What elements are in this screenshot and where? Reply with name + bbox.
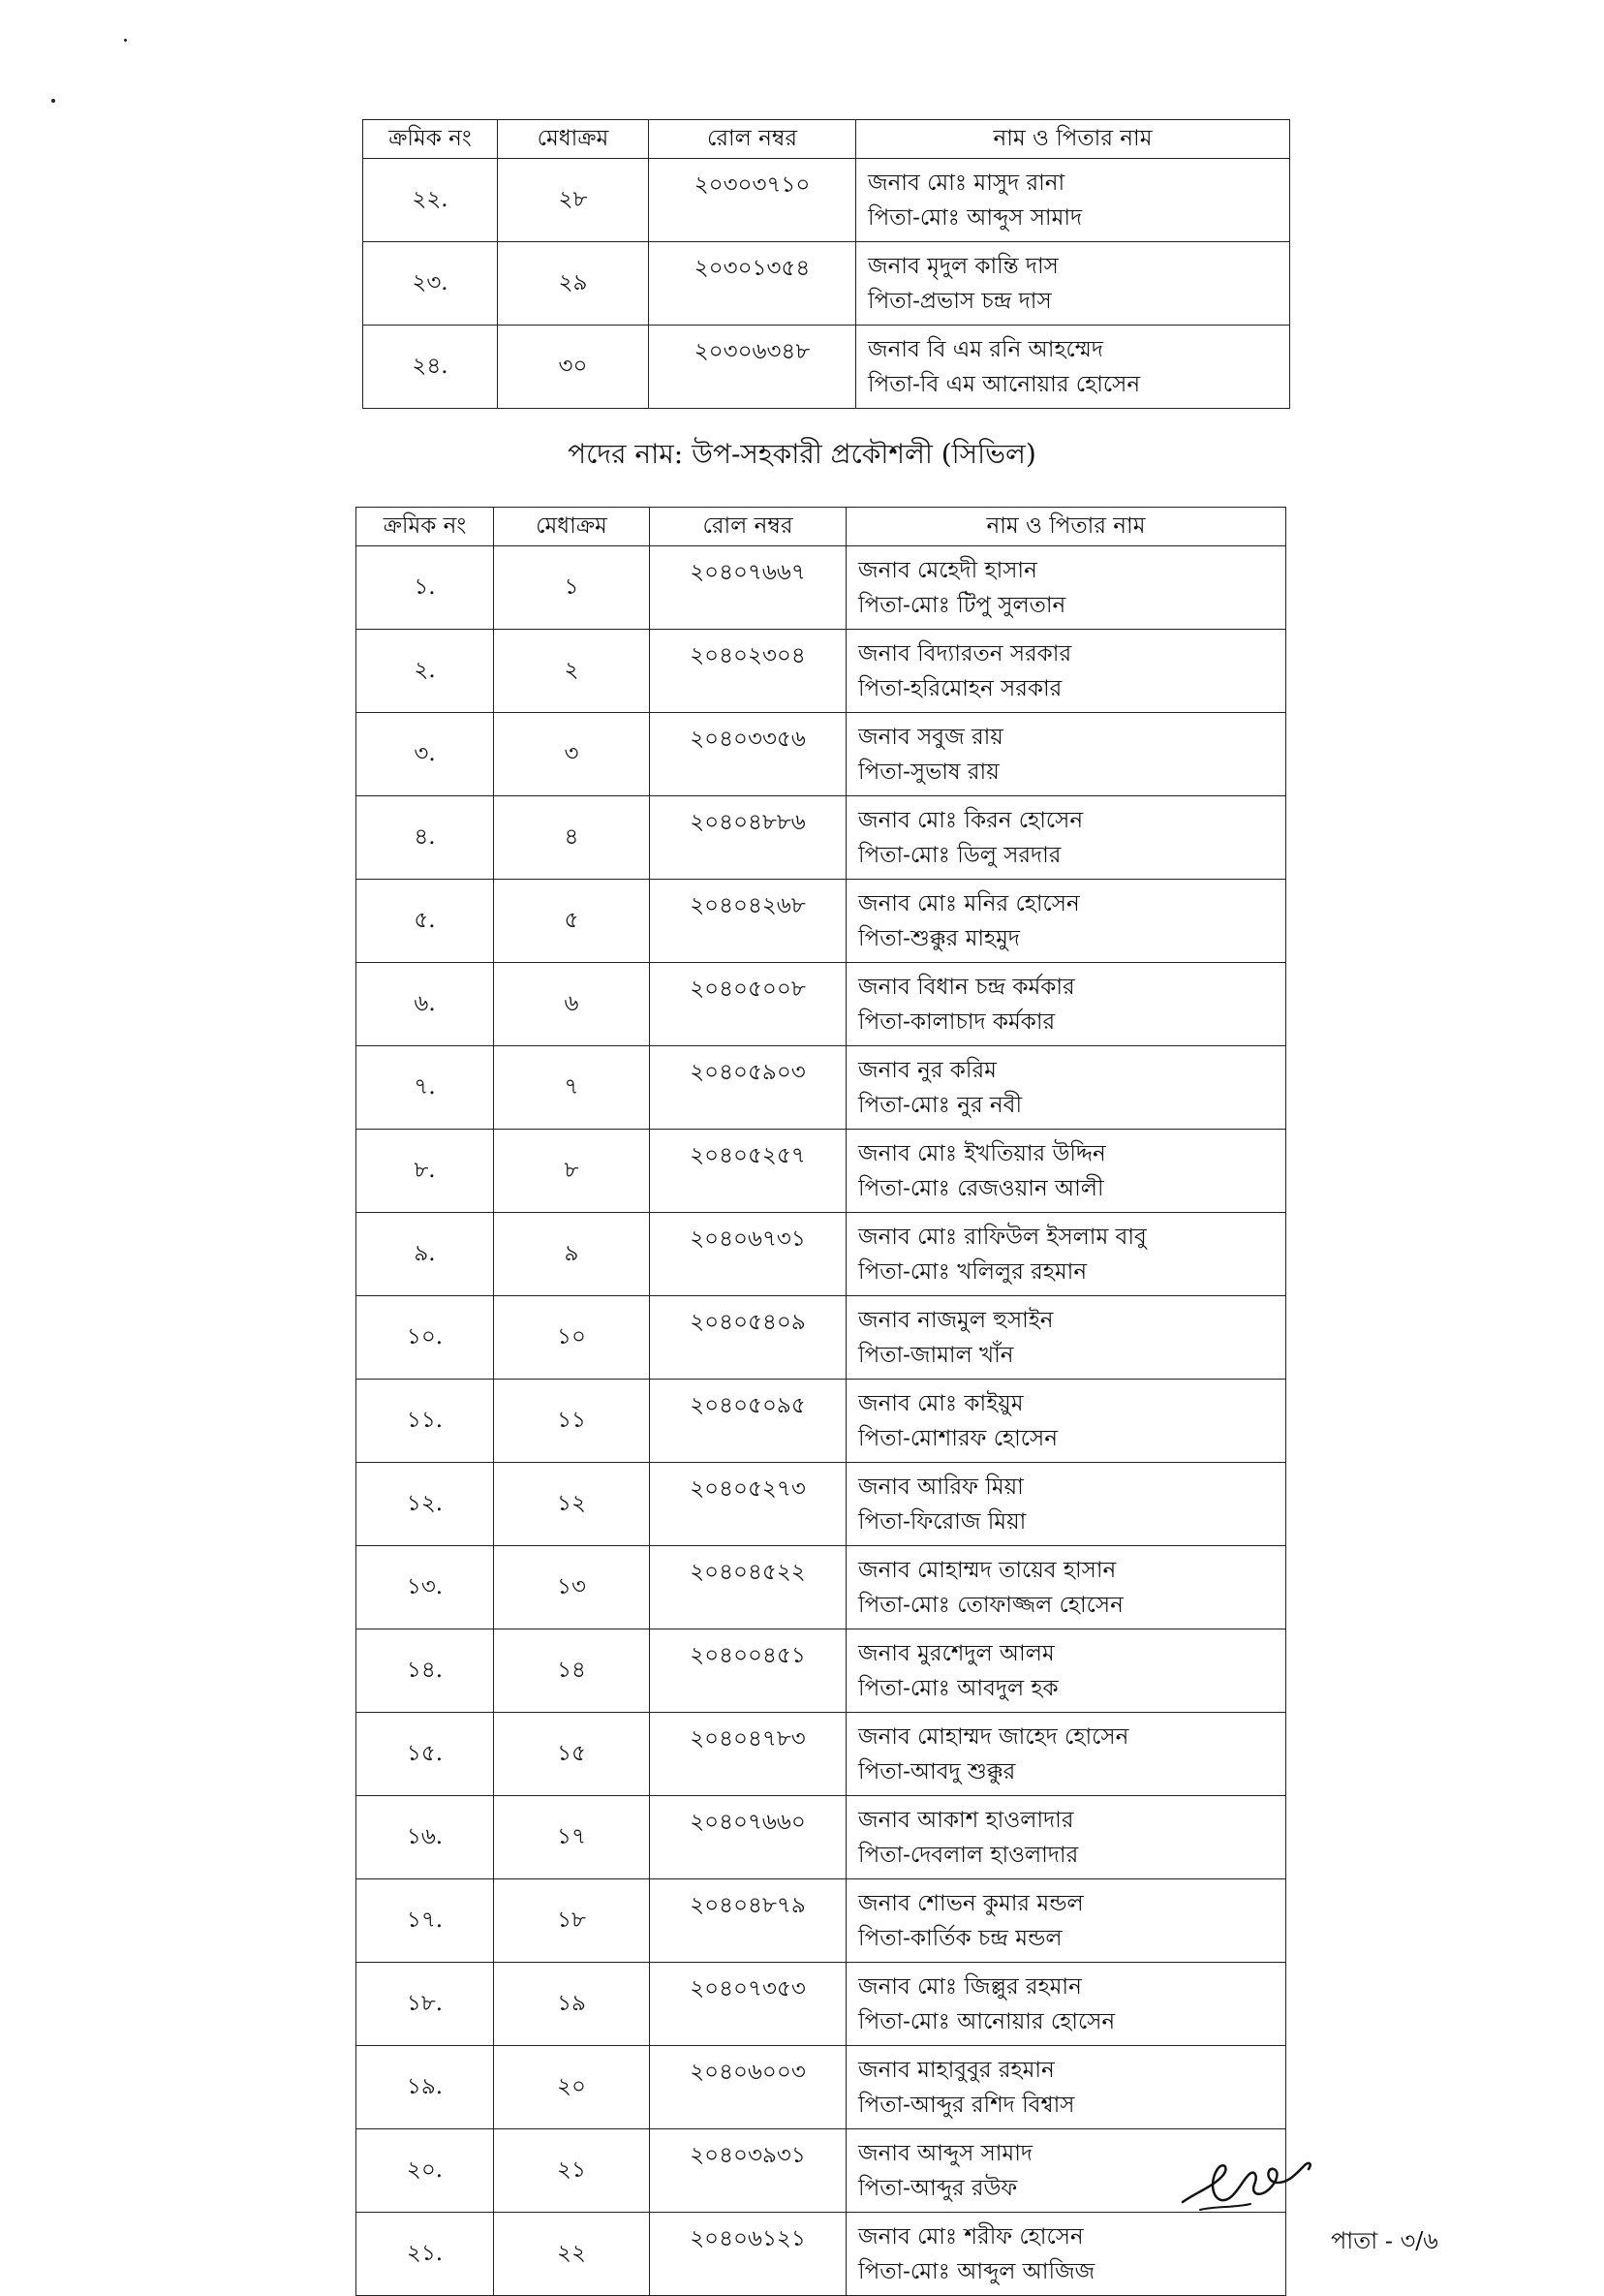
table-row (363, 159, 1290, 242)
table-row (356, 1713, 1286, 1796)
name-cell (856, 159, 1290, 242)
serial-cell: ১. (356, 546, 494, 630)
name-cell (847, 713, 1286, 796)
table-row (356, 1629, 1286, 1713)
name-cell (856, 326, 1290, 409)
father-name: পিতা-মোঃ নুর নবী (858, 1092, 1023, 1118)
merit-cell: ১৫ (494, 1713, 650, 1796)
merit-cell: ৬ (494, 963, 650, 1046)
father-name: পিতা-আবদু শুক্কুর (858, 1758, 1016, 1784)
candidate-name: জনাব বিধান চন্দ্র কর্মকার (858, 974, 1075, 1000)
candidate-name: জনাব আরিফ মিয়া (858, 1474, 1024, 1500)
serial-cell: ২২. (363, 159, 498, 242)
candidate-name: জনাব বিদ্যারতন সরকার (858, 640, 1072, 667)
table-row (356, 630, 1286, 713)
serial-cell: ১৭. (356, 1879, 494, 1963)
roll-number-cell: ২০৪০৫০০৮ (650, 963, 847, 1046)
table-row (363, 326, 1290, 409)
father-name: পিতা-মোঃ খলিলুর রহমান (858, 1258, 1088, 1285)
table-row (356, 2046, 1286, 2129)
name-cell (847, 1130, 1286, 1213)
roll-number-cell: ২০৪০৭৬৬০ (650, 1796, 847, 1879)
merit-cell: ৩ (494, 713, 650, 796)
merit-cell: ২১ (494, 2129, 650, 2213)
name-cell (847, 1713, 1286, 1796)
name-cell (847, 1879, 1286, 1963)
page-number: পাতা - ৩/৬ (1331, 2227, 1438, 2254)
serial-cell: ৬. (356, 963, 494, 1046)
name-cell (856, 242, 1290, 326)
table-row (356, 2129, 1286, 2213)
candidate-name: জনাব মেহেদী হাসান (858, 557, 1037, 583)
serial-cell: ৪. (356, 796, 494, 880)
merit-cell: ৫ (494, 880, 650, 963)
merit-cell: ৭ (494, 1046, 650, 1130)
table-continued (362, 119, 1290, 409)
name-cell (847, 630, 1286, 713)
name-cell (847, 1213, 1286, 1296)
name-cell (847, 963, 1286, 1046)
serial-cell: ৭. (356, 1046, 494, 1130)
merit-cell: ২০ (494, 2046, 650, 2129)
merit-cell: ১২ (494, 1463, 650, 1546)
merit-cell: ৮ (494, 1130, 650, 1213)
father-name: পিতা-আব্দুর রউফ (858, 2175, 1018, 2201)
serial-cell: ১৯. (356, 2046, 494, 2129)
merit-cell: ১৩ (494, 1546, 650, 1629)
candidate-name: জনাব মোঃ মাসুদ রানা (868, 170, 1065, 196)
roll-number-cell: ২০৪০৫৯০৩ (650, 1046, 847, 1130)
candidate-name: জনাব আব্দুস সামাদ (858, 2140, 1033, 2166)
roll-number-cell: ২০৩০১৩৫৪ (649, 242, 856, 326)
merit-cell: ২৮ (498, 159, 649, 242)
table-row (356, 1546, 1286, 1629)
father-name: পিতা-মোঃ টিপু সুলতান (858, 592, 1066, 618)
scan-speck (124, 39, 127, 42)
roll-number-cell: ২০৪০৪৮৮৬ (650, 796, 847, 880)
column-header-roll: রোল নম্বর (650, 508, 847, 546)
serial-cell: ৮. (356, 1130, 494, 1213)
roll-number-cell: ২০৪০৫৪০৯ (650, 1296, 847, 1380)
merit-cell: ১৪ (494, 1629, 650, 1713)
father-name: পিতা-মোঃ ডিলু সরদার (858, 842, 1062, 868)
name-cell (847, 1796, 1286, 1879)
table-row (356, 546, 1286, 630)
father-name: পিতা-প্রভাস চন্দ্র দাস (868, 288, 1052, 314)
table-row (356, 1296, 1286, 1380)
table-row (356, 1046, 1286, 1130)
table-header-row (363, 120, 1290, 159)
table-row (356, 1963, 1286, 2046)
column-header-serial: ক্রমিক নং (356, 508, 494, 546)
serial-cell: ১৩. (356, 1546, 494, 1629)
serial-cell: ২১. (356, 2213, 494, 2296)
roll-number-cell: ২০৪০০৪৫১ (650, 1629, 847, 1713)
merit-cell: ৪ (494, 796, 650, 880)
merit-cell: ২২ (494, 2213, 650, 2296)
roll-number-cell: ২০৪০৪৫২২ (650, 1546, 847, 1629)
father-name: পিতা-সুভাষ রায় (858, 759, 1000, 785)
name-cell (847, 546, 1286, 630)
father-name: পিতা-মোঃ আব্দুস সামাদ (868, 204, 1083, 231)
father-name: পিতা-মোশারফ হোসেন (858, 1425, 1058, 1451)
candidate-name: জনাব শোভন কুমার মন্ডল (858, 1890, 1084, 1916)
father-name: পিতা-হরিমোহন সরকার (858, 675, 1063, 701)
serial-cell: ২৪. (363, 326, 498, 409)
table-row (356, 796, 1286, 880)
table-row (363, 242, 1290, 326)
father-name: পিতা-মোঃ আনোয়ার হোসেন (858, 2008, 1116, 2034)
merit-cell: ১৯ (494, 1963, 650, 2046)
table-row (356, 880, 1286, 963)
merit-cell: ১৮ (494, 1879, 650, 1963)
table-body (363, 159, 1290, 409)
father-name: পিতা-মোঃ রেজওয়ান আলী (858, 1175, 1104, 1201)
merit-cell: ১০ (494, 1296, 650, 1380)
father-name: পিতা-বি এম আনোয়ার হোসেন (868, 371, 1141, 397)
column-header-roll: রোল নম্বর (649, 120, 856, 159)
candidate-name: জনাব নাজমুল হুসাইন (858, 1307, 1054, 1333)
name-cell (847, 880, 1286, 963)
serial-cell: ১২. (356, 1463, 494, 1546)
name-cell (847, 1380, 1286, 1463)
candidate-name: জনাব মৃদুল কান্তি দাস (868, 253, 1059, 279)
roll-number-cell: ২০৪০৩৩৫৬ (650, 713, 847, 796)
serial-cell: ৫. (356, 880, 494, 963)
merit-cell: ৩০ (498, 326, 649, 409)
candidate-name: জনাব মোঃ কিরন হোসেন (858, 807, 1084, 833)
father-name: পিতা-আব্দুর রশিদ বিশ্বাস (858, 2092, 1075, 2118)
table-header-row (356, 508, 1286, 546)
merit-cell: ১৭ (494, 1796, 650, 1879)
roll-number-cell: ২০৪০৭৬৬৭ (650, 546, 847, 630)
roll-number-cell: ২০৪০৬৭৩১ (650, 1213, 847, 1296)
candidate-name: জনাব আকাশ হাওলাদার (858, 1807, 1074, 1833)
name-cell (847, 1546, 1286, 1629)
roll-number-cell: ২০৪০৫০৯৫ (650, 1380, 847, 1463)
roll-number-cell: ২০৪০৫২৫৭ (650, 1130, 847, 1213)
candidate-name: জনাব মোঃ কাইয়ুম (858, 1390, 1024, 1416)
candidate-name: জনাব মোঃ মনির হোসেন (858, 890, 1080, 916)
candidate-name: জনাব মোহাম্মদ জাহেদ হোসেন (858, 1723, 1129, 1750)
table-row (356, 1879, 1286, 1963)
serial-cell: ২. (356, 630, 494, 713)
serial-cell: ১৮. (356, 1963, 494, 2046)
table-row (356, 1213, 1286, 1296)
column-header-merit: মেধাক্রম (498, 120, 649, 159)
name-cell (847, 2046, 1286, 2129)
roll-number-cell: ২০৪০৬১২১ (650, 2213, 847, 2296)
roll-number-cell: ২০৪০২৩০৪ (650, 630, 847, 713)
serial-cell: ২০. (356, 2129, 494, 2213)
serial-cell: ১১. (356, 1380, 494, 1463)
candidate-name: জনাব মোহাম্মদ তায়েব হাসান (858, 1557, 1117, 1583)
roll-number-cell: ২০৪০৫২৭৩ (650, 1463, 847, 1546)
roll-number-cell: ২০৪০৭৩৫৩ (650, 1963, 847, 2046)
merit-cell: ২৯ (498, 242, 649, 326)
table-row (356, 1796, 1286, 1879)
table-row (356, 1463, 1286, 1546)
table-row (356, 1130, 1286, 1213)
serial-cell: ২৩. (363, 242, 498, 326)
candidate-name: জনাব মুরশেদুল আলম (858, 1640, 1055, 1666)
candidate-name: জনাব সবুজ রায় (858, 724, 1003, 750)
serial-cell: ৯. (356, 1213, 494, 1296)
table-body (356, 546, 1286, 2296)
father-name: পিতা-মোঃ তোফাজ্জল হোসেন (858, 1592, 1124, 1618)
column-header-merit: মেধাক্রম (494, 508, 650, 546)
candidate-name: জনাব মোঃ রাফিউল ইসলাম বাবু (858, 1224, 1147, 1250)
father-name: পিতা-ফিরোজ মিয়া (858, 1508, 1027, 1535)
name-cell (847, 796, 1286, 880)
candidate-name: জনাব নুর করিম (858, 1057, 997, 1083)
father-name: পিতা-কালাচাদ কর্মকার (858, 1008, 1056, 1035)
roll-number-cell: ২০৪০৪২৬৮ (650, 880, 847, 963)
post-name-heading: পদের নাম: উপ-সহকারী প্রকৌশলী (সিভিল) (568, 438, 1036, 470)
roll-number-cell: ২০৪০৪৭৮৩ (650, 1713, 847, 1796)
serial-cell: ১৫. (356, 1713, 494, 1796)
merit-cell: ১১ (494, 1380, 650, 1463)
merit-cell: ১ (494, 546, 650, 630)
roll-number-cell: ২০৪০৩৯৩১ (650, 2129, 847, 2213)
candidate-name: জনাব মাহাবুবুর রহমান (858, 2057, 1055, 2083)
table-row (356, 713, 1286, 796)
column-header-serial: ক্রমিক নং (363, 120, 498, 159)
serial-cell: ১৬. (356, 1796, 494, 1879)
serial-cell: ৩. (356, 713, 494, 796)
roll-number-cell: ২০৪০৪৮৭৯ (650, 1879, 847, 1963)
name-cell (847, 1963, 1286, 2046)
serial-cell: ১৪. (356, 1629, 494, 1713)
signature (1177, 2154, 1322, 2221)
roll-number-cell: ২০৩০৩৭১০ (649, 159, 856, 242)
father-name: পিতা-শুক্কুর মাহমুদ (858, 925, 1020, 951)
table-civil (355, 507, 1286, 2296)
table-row (356, 963, 1286, 1046)
father-name: পিতা-দেবলাল হাওলাদার (858, 1842, 1079, 1868)
father-name: পিতা-মোঃ আব্দুল আজিজ (858, 2258, 1095, 2284)
father-name: পিতা-মোঃ আবদুল হক (858, 1675, 1059, 1701)
name-cell (847, 1296, 1286, 1380)
candidate-name: জনাব বি এম রনি আহম্মেদ (868, 336, 1103, 362)
name-cell (847, 2213, 1286, 2296)
roll-number-cell: ২০৩০৬৩৪৮ (649, 326, 856, 409)
name-cell (847, 1463, 1286, 1546)
candidate-name: জনাব মোঃ শরীফ হোসেন (858, 2223, 1084, 2249)
table-row (356, 1380, 1286, 1463)
candidate-name: জনাব মোঃ ইখতিয়ার উদ্দিন (858, 1140, 1106, 1166)
column-header-name: নাম ও পিতার নাম (847, 508, 1286, 546)
candidate-name: জনাব মোঃ জিল্লুর রহমান (858, 1973, 1082, 2000)
merit-cell: ৯ (494, 1213, 650, 1296)
name-cell (847, 1046, 1286, 1130)
father-name: পিতা-কার্তিক চন্দ্র মন্ডল (858, 1925, 1063, 1951)
roll-number-cell: ২০৪০৬০০৩ (650, 2046, 847, 2129)
scan-speck (51, 99, 55, 103)
table-row (356, 2213, 1286, 2296)
father-name: পিতা-জামাল খাঁন (858, 1342, 1014, 1368)
serial-cell: ১০. (356, 1296, 494, 1380)
column-header-name: নাম ও পিতার নাম (856, 120, 1290, 159)
merit-cell: ২ (494, 630, 650, 713)
name-cell (847, 1629, 1286, 1713)
